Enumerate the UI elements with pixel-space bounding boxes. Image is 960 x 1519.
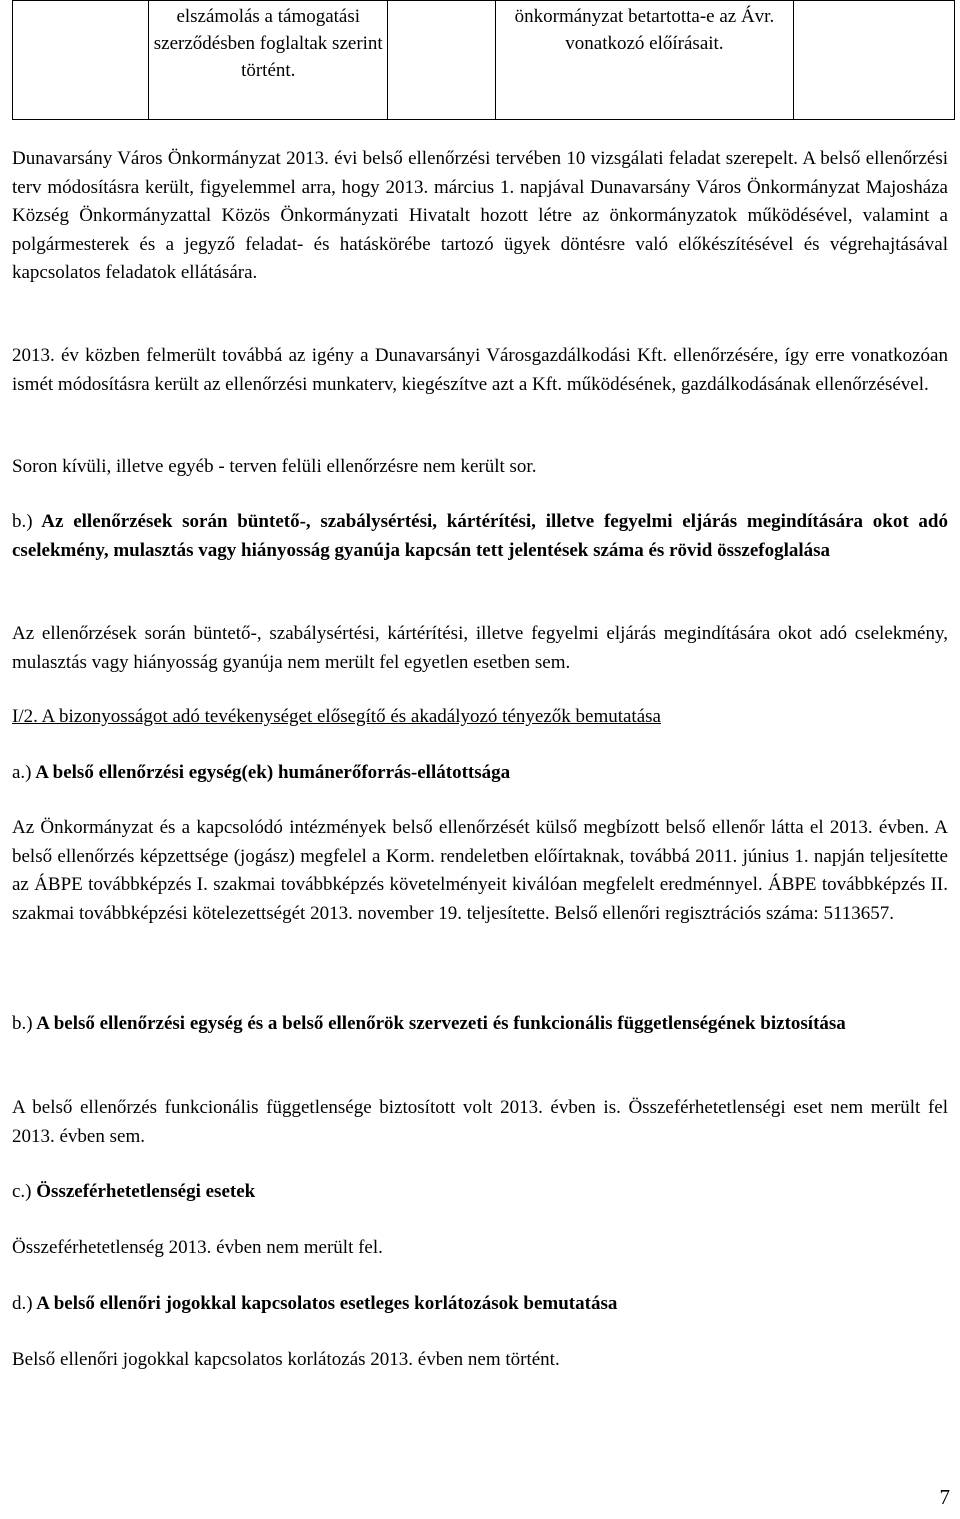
section-heading-text: A belső ellenőrzési egység(ek) humánerőforrás-ellátottsága xyxy=(35,762,511,783)
section-heading-text: Összeférhetetlenségi esetek xyxy=(36,1181,256,1202)
section-prefix: b.) xyxy=(12,511,33,532)
paragraph-plan: Dunavarsány Város Önkormányzat 2013. évi belső ellenőrzési tervében 10 vizsgálati feladat szerepelt. A belső ellenőrzési terv módosításra került, figyelemmel arra, hogy 2013. március 1. napjával Dunavarsány Város Önkormányzat Majosháza Község Önkormányzattal Közös Önkormányzati Hivatalt hozott létre az önkormányzatok működésével, valamint a polgármesterek és a jegyző feladat- és hatáskörébe tartozó ügyek döntésre való előkészítésével és végrehajtásával kapcsolatos feladatok ellátására. xyxy=(12,148,948,283)
table-cell: önkormányzat betartotta-e az Ávr. vonatkozó előírásait. xyxy=(495,1,793,120)
paragraph-rights: Belső ellenőri jogokkal kapcsolatos korlátozás 2013. évben nem történt. xyxy=(12,1349,560,1370)
section-b-heading xyxy=(12,508,948,565)
paragraph-extra: Soron kívüli, illetve egyéb - terven felüli ellenőrzésre nem került sor. xyxy=(12,456,537,477)
section-d-heading xyxy=(12,1290,948,1319)
paragraph-kft: 2013. év közben felmerült továbbá az igény a Dunavarsányi Városgazdálkodási Kft. ellenőrzésére, így erre vonatkozóan ismét módosításra került az ellenőrzési munkaterv, kiegészítve azt a Kft. működésének, gazdálkodásának ellenőrzésével. xyxy=(12,345,948,395)
section-i2-heading: I/2. A bizonyosságot adó tevékenységet elősegítő és akadályozó tényezők bemutatása xyxy=(12,706,661,727)
section-c-heading xyxy=(12,1178,948,1207)
table-row xyxy=(13,1,955,120)
table-cell xyxy=(13,1,149,120)
paragraph-conflict: Összeférhetetlenség 2013. évben nem merült fel. xyxy=(12,1237,383,1258)
section-heading-text: Az ellenőrzések során büntető-, szabálysértési, kártérítési, illetve fegyelmi eljárás megindítására okot adó cselekmény, mulasztás vagy hiányosság gyanúja kapcsán tett jelentések száma és rövid összefoglalása xyxy=(12,511,948,561)
paragraph-no-cases: Az ellenőrzések során büntető-, szabálysértési, kártérítési, illetve fegyelmi eljárás megindítására okot adó cselekmény, mulasztás vagy hiányosság gyanúja nem merült fel egyetlen esetben sem. xyxy=(12,623,948,673)
section-heading-text: A belső ellenőrzési egység és a belső ellenőrök szervezeti és funkcionális függetlenségének biztosítása xyxy=(36,1013,846,1034)
paragraph-independence: A belső ellenőrzés funkcionális függetlensége biztosított volt 2013. évben is. Összeférhetetlenségi eset nem merült fel 2013. évben sem. xyxy=(12,1097,948,1147)
section-b2-heading xyxy=(12,1010,948,1039)
table-cell xyxy=(794,1,955,120)
section-prefix: d.) xyxy=(12,1293,33,1314)
page-number: 7 xyxy=(939,1484,950,1509)
section-prefix: a.) xyxy=(12,762,32,783)
section-a-heading xyxy=(12,759,948,788)
section-prefix: b.) xyxy=(12,1013,33,1034)
table-cell: elszámolás a támogatási szerződésben foglaltak szerint történt. xyxy=(149,1,388,120)
paragraph-hr: Az Önkormányzat és a kapcsolódó intézmények belső ellenőrzését külső megbízott belső ellenőr látta el 2013. évben. A belső ellenőrzés képzettsége (jogász) megfelel a Korm. rendeletben előírtaknak, továbbá 2011. június 1. napján teljesítette az ÁBPE továbbképzés I. szakmai továbbképzés követelményeit kiválóan megfelelt eredménnyel. ÁBPE továbbképzés II. szakmai továbbképzési kötelezettségét 2013. november 19. teljesítette. Belső ellenőri regisztrációs száma: 5113657. xyxy=(12,817,948,924)
table-cell xyxy=(388,1,496,120)
section-heading-text: A belső ellenőri jogokkal kapcsolatos esetleges korlátozások bemutatása xyxy=(36,1293,618,1314)
section-prefix: c.) xyxy=(12,1181,32,1202)
continuation-table xyxy=(12,0,955,120)
